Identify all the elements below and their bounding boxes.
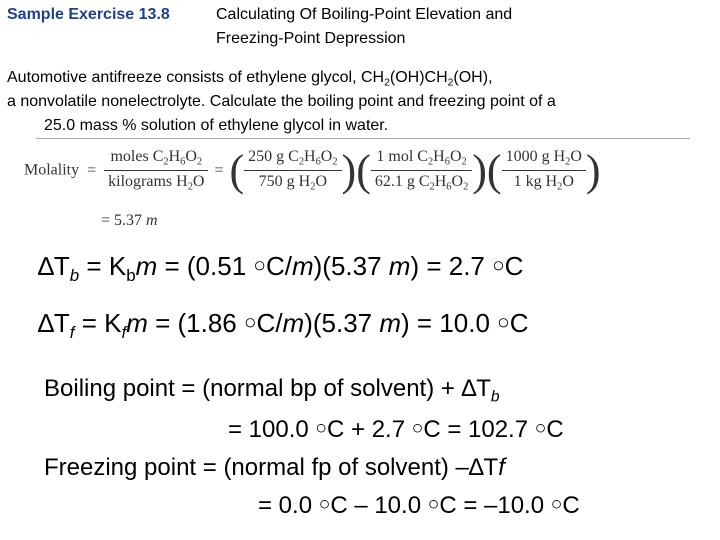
fraction-moles-per-kg: $\frac{moles C_2H_6O_2}{kilograms H_2O}$ bbox=[104, 148, 208, 192]
degree-icon: ○ bbox=[318, 494, 331, 516]
exercise-label: Sample Exercise 13.8 bbox=[7, 6, 170, 23]
fraction-g-per-kg: $\frac{1000 g H_2O}{1 kg H_2O}$ bbox=[502, 148, 586, 192]
degree-icon: ○ bbox=[253, 253, 266, 277]
degree-icon: ○ bbox=[550, 494, 563, 516]
fraction-mass-ratio: $\frac{250 g C_2H_6O_2}{750 g H_2O}$ bbox=[244, 148, 341, 192]
degree-icon: ○ bbox=[411, 418, 424, 440]
intro-line-3: 25.0 mass % solution of ethylene glycol in water. bbox=[44, 117, 389, 134]
exercise-title-line1: Calculating Of Boiling-Point Elevation and bbox=[216, 6, 513, 23]
delta-tb-equation: $\Delta T_b = K_bm = (0.51$ ○C/m)(5.37 m) = 2.7 ○C bbox=[38, 251, 524, 285]
degree-icon: ○ bbox=[243, 310, 257, 334]
exercise-title-line2: Freezing-Point Depression bbox=[216, 30, 406, 47]
molality-equation: Molality = $\frac{moles C_2H_6O_2}{kilograms H_2O}$ = ( $\frac{250 g C_2H_6O_2}{750 g H_2O}$ )( $\frac{1 mol C_2H_6O_2}{62.1 g C_2H_6O_2}$ )( $\frac{1000 g H_2O}{1 kg H_2O}$ ) bbox=[24, 146, 601, 195]
divider bbox=[36, 138, 690, 139]
boiling-point-line-1: Boiling point = (normal bp of solvent) + $\Delta T_b$ bbox=[44, 375, 500, 406]
delta-tf-equation: $\Delta T_f = K_fm = (1.86$ ○C/m)(5.37 m) = 10.0 ○C bbox=[38, 308, 529, 342]
freezing-point-line-1: Freezing point = (normal fp of solvent) –∆Tf bbox=[44, 454, 505, 481]
boiling-point-line-2: = 100.0 ○C + 2.7 ○C = 102.7 ○C bbox=[228, 416, 564, 443]
intro-line-1: Automotive antifreeze consists of ethylene glycol, $CH_2(OH)CH_2(OH)$, bbox=[7, 69, 493, 89]
molality-label: Molality bbox=[24, 161, 80, 179]
fraction-molar-mass: $\frac{1 mol C_2H_6O_2}{62.1 g C_2H_6O_2}$ bbox=[371, 148, 472, 192]
degree-icon: ○ bbox=[427, 494, 440, 516]
degree-icon: ○ bbox=[492, 253, 505, 277]
degree-icon: ○ bbox=[315, 418, 328, 440]
freezing-point-line-2: = 0.0 ○C – 10.0 ○C = –10.0 ○C bbox=[258, 492, 580, 519]
intro-line-2: a nonvolatile nonelectrolyte. Calculate the boiling point and freezing point of a bbox=[7, 93, 556, 110]
molality-result: = 5.37 m bbox=[101, 212, 158, 229]
degree-icon: ○ bbox=[497, 310, 510, 334]
degree-icon: ○ bbox=[534, 418, 547, 440]
